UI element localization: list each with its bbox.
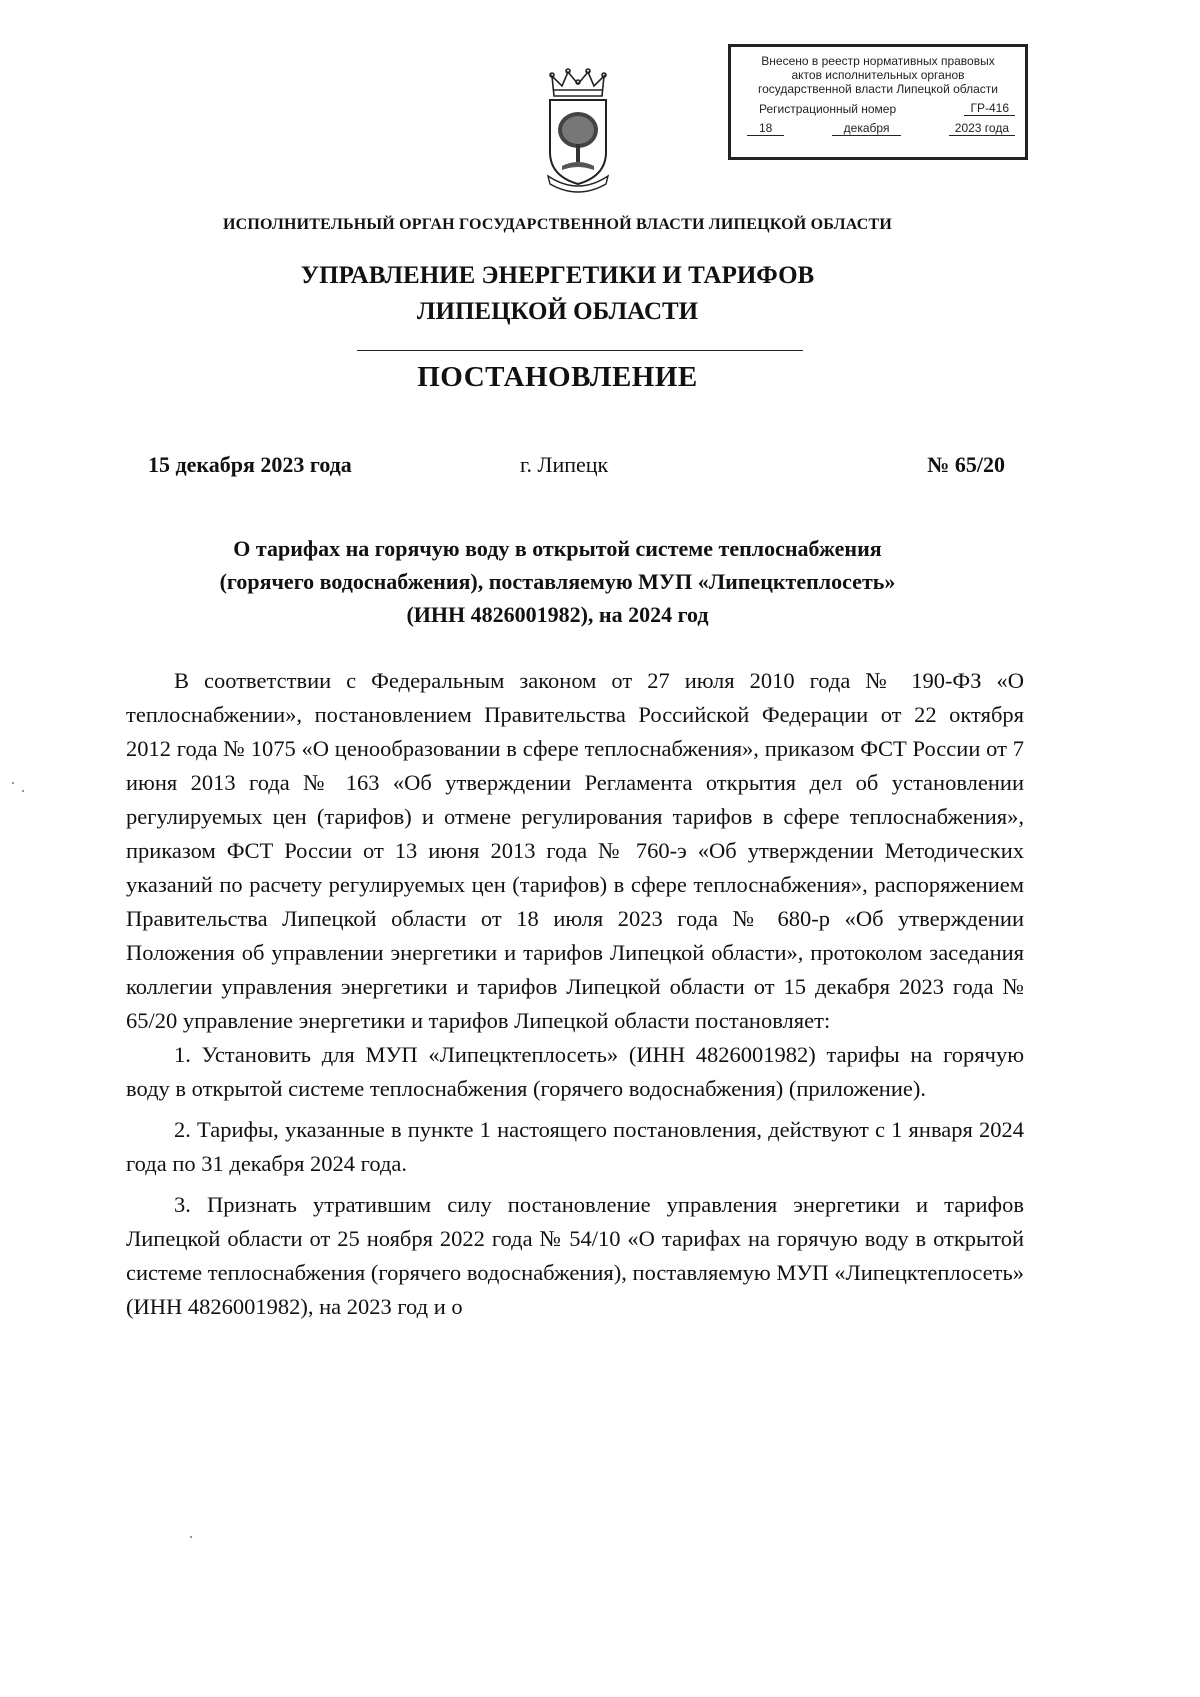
document-body	[126, 664, 1024, 1324]
document-number: № 65/20	[927, 452, 1005, 477]
scan-speck	[190, 1536, 192, 1538]
stamp-line-2: актов исполнительных органов	[791, 68, 965, 82]
preamble-paragraph: В соответствии с Федеральным законом от 27 июля 2010 года № 190-ФЗ «О теплоснабжении», постановлением Правительства Российской Федерации от 22 октября 2012 года № 1075 «О ценообразовании в сфере теплоснабжения», приказом ФСТ России от 7 июня 2013 года № 163 «Об утверждении Регламента открытия дел об установлении регулируемых цен (тарифов) и отмене регулирования тарифов в сфере теплоснабжения», приказом ФСТ России от 13 июня 2013 года № 760-э «Об утверждении Методических указаний по расчету регулируемых цен (тарифов) в сфере теплоснабжения», распоряжением Правительства Липецкой области от 18 июля 2023 года № 680-р «Об утверждении Положения об управлении энергетики и тарифов Липецкой области», протоколом заседания коллегии управления энергетики и тарифов Липецкой области от 15 декабря 2023 года № 65/20 управление энергетики и тарифов Липецкой области постановляет:	[126, 668, 1024, 1033]
header-divider	[357, 350, 803, 351]
stamp-day: 18	[747, 121, 784, 136]
item-3-paragraph: 3. Признать утратившим силу постановление управления энергетики и тарифов Липецкой области от 25 ноября 2022 года № 54/10 «О тарифах на горячую воду в открытой системе теплоснабжения (горячего водоснабжения), поставляемую МУП «Липецктеплосеть» (ИНН 4826001982), на 2023 год и о	[126, 1192, 1024, 1319]
stamp-month: декабря	[832, 121, 902, 136]
scan-speck	[22, 790, 24, 792]
document-city: г. Липецк	[520, 452, 609, 477]
stamp-line-3: государственной власти Липецкой области	[757, 82, 999, 96]
stamp-line-1: Внесено в реестр нормативных правовых	[761, 54, 995, 68]
coat-of-arms-emblem	[538, 66, 618, 196]
subject-line-3: (ИНН 4826001982), на 2024 год	[406, 602, 709, 627]
department-name-line-1: УПРАВЛЕНИЕ ЭНЕРГЕТИКИ И ТАРИФОВ	[300, 262, 815, 289]
executive-organ-heading: ИСПОЛНИТЕЛЬНЫЙ ОРГАН ГОСУДАРСТВЕННОЙ ВЛАСТИ ЛИПЕЦКОЙ ОБЛАСТИ	[223, 216, 892, 233]
stamp-reg-label: Регистрационный номер	[759, 102, 897, 116]
stamp-year: 2023 года	[949, 121, 1015, 136]
subject-line-2: (горячего водоснабжения), поставляемую МУП «Липецктеплосеть»	[219, 569, 896, 594]
department-name-line-2: ЛИПЕЦКОЙ ОБЛАСТИ	[416, 298, 699, 325]
document-subject	[0, 532, 1115, 631]
registry-stamp	[728, 44, 1028, 160]
oak-tree-icon	[558, 112, 598, 170]
item-2-paragraph: 2. Тарифы, указанные в пункте 1 настоящего постановления, действуют с 1 января 2024 года по 31 декабря 2024 года.	[126, 1117, 1024, 1176]
stamp-reg-number: ГР-416	[964, 101, 1015, 116]
scan-speck	[12, 782, 14, 784]
document-type-title: ПОСТАНОВЛЕНИЕ	[417, 361, 698, 393]
subject-line-1: О тарифах на горячую воду в открытой системе теплоснабжения	[233, 536, 882, 561]
document-date: 15 декабря 2023 года	[148, 452, 352, 477]
item-1-paragraph: 1. Установить для МУП «Липецктеплосеть» (ИНН 4826001982) тарифы на горячую воду в открытой системе теплоснабжения (горячего водоснабжения) (приложение).	[126, 1042, 1024, 1101]
crown-icon	[550, 69, 606, 96]
